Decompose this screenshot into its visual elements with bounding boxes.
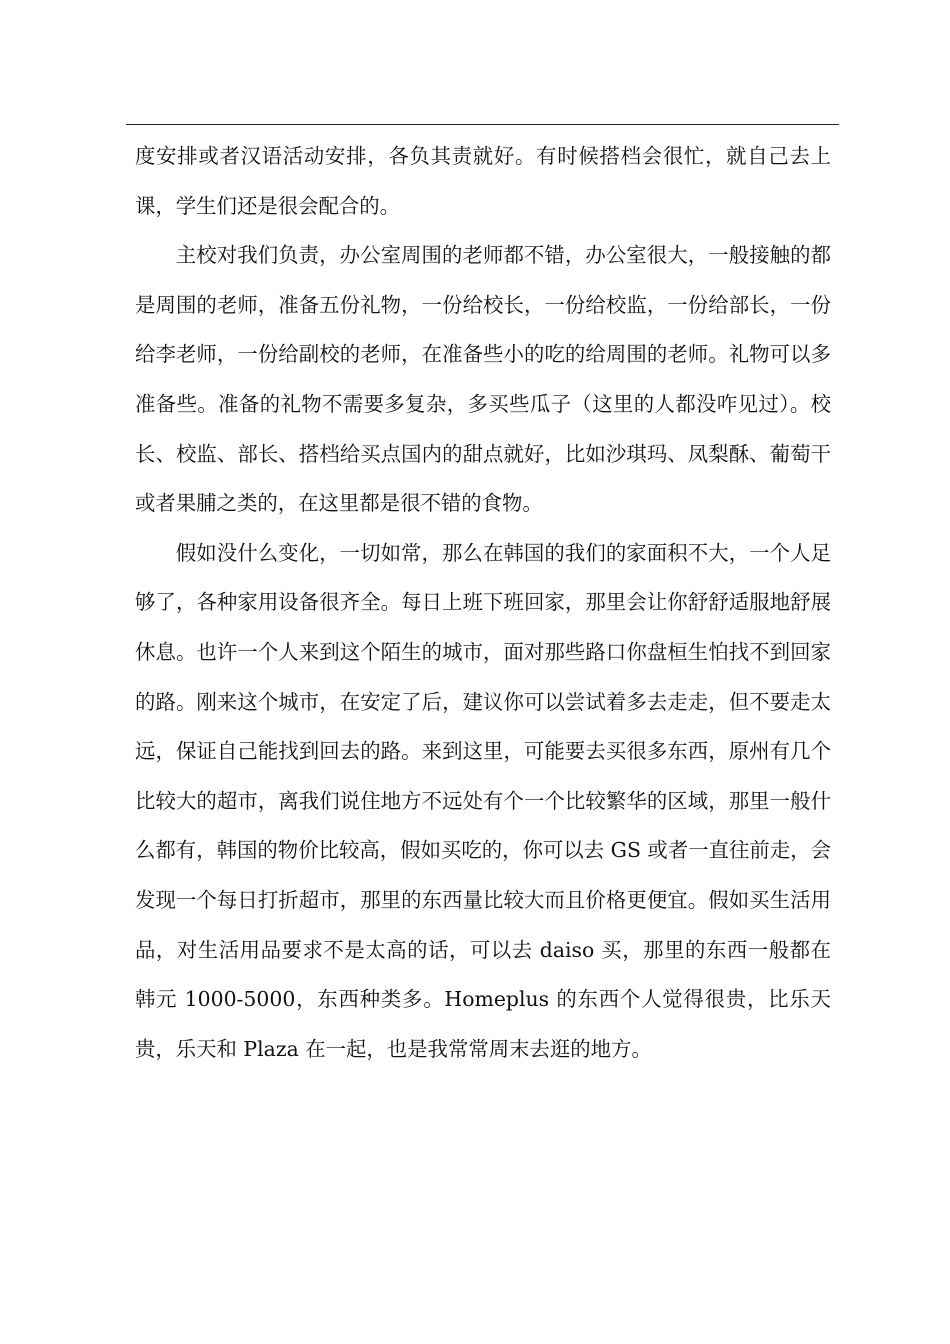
header-rule bbox=[126, 124, 839, 125]
paragraph-continued: 度安排或者汉语活动安排，各负其责就好。有时候搭档会很忙，就自己去上课，学生们还是很会配合的。 bbox=[135, 144, 831, 218]
paragraph-living-shopping: 假如没什么变化，一切如常，那么在韩国的我们的家面积不大，一个人足够了，各种家用设备很齐全。每日上班下班回家，那里会让你舒舒适服地舒展休息。也许一个人来到这个陌生的城市，面对那些路口你盘桓生怕找不到回家的路。刚来这个城市，在安定了后，建议你可以尝试着多去走走，但不要走太远，保证自己能找到回去的路。来到这里，可能要去买很多东西，原州有几个比较大的超市，离我们说住地方不远处有个一个比较繁华的区域，那里一般什么都有，韩国的物价比较高，假如买吃的，你可以去 GS 或者一直往前走，会发现一个每日打折超市，那里的东西量比较大而且价格更便宜。假如买生活用品，对生活用品要求不是太高的话，可以去 daiso 买，那里的东西一般都在韩元 1000-5000，东西种类多。Homeplus 的东西个人觉得很贵，比乐天贵，乐天和 Plaza 在一起，也是我常常周末去逛的地方。 bbox=[135, 540, 831, 1061]
paragraph-school-gifts: 主校对我们负责，办公室周围的老师都不错，办公室很大，一般接触的都是周围的老师，准备五份礼物，一份给校长，一份给校监，一份给部长，一份给李老师，一份给副校的老师，在准备些小的吃的给周围的老师。礼物可以多准备些。准备的礼物不需要多复杂，多买些瓜子（这里的人都没咋见过）。校长、校监、部长、搭档给买点国内的甜点就好，比如沙琪玛、凤梨酥、葡萄干或者果脯之类的，在这里都是很不错的食物。 bbox=[135, 243, 831, 516]
document-body bbox=[135, 132, 831, 1074]
